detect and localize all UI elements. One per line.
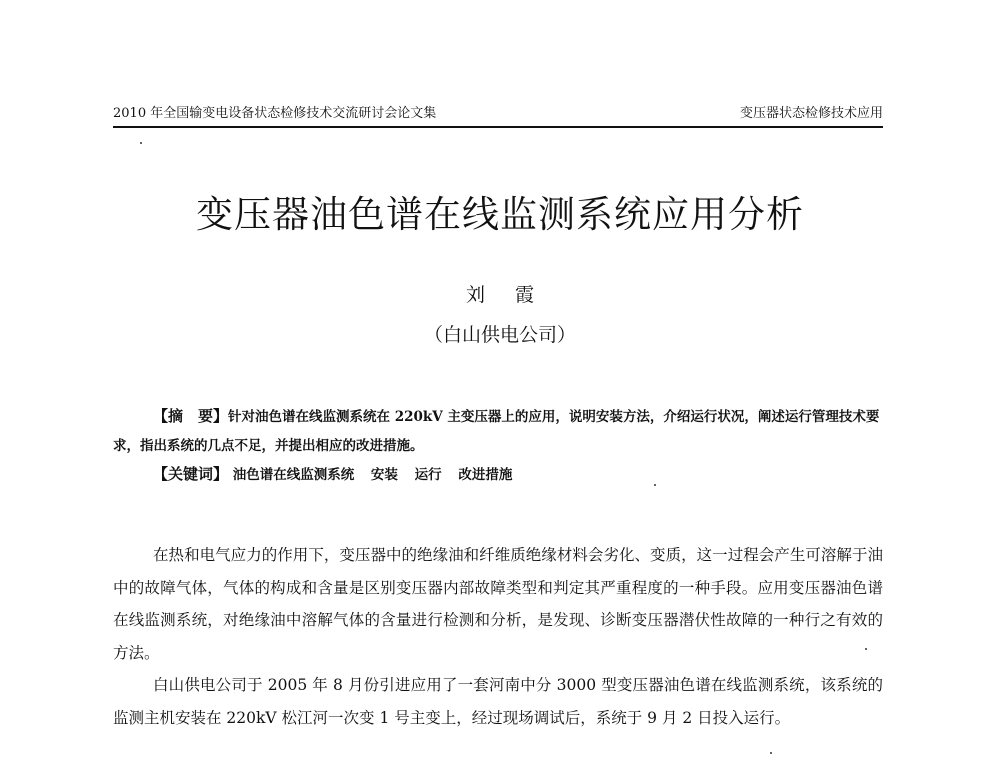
keywords-label: 【关键词】 bbox=[153, 465, 229, 483]
body-paragraph: 在热和电气应力的作用下，变压器中的绝缘油和纤维质绝缘材料会劣化、变质，这一过程会产生可溶解于油中的故障气体，气体的构成和含量是区别变压器内部故障类型和判定其严重程度的一种手段。应用变压器油色谱在线监测系统，对绝缘油中溶解气体的含量进行检测和分析，是发现、诊断变压器潜伏性故障的一种行之有效的方法。 bbox=[113, 546, 883, 662]
author-affiliation: （白山供电公司） bbox=[423, 324, 576, 346]
abstract-text: 针对油色谱在线监测系统在 220kV 主变压器上的应用，说明安装方法，介绍运行状况，阐述运行管理技术要求，指出系统的几点不足，并提出相应的改进措施。 bbox=[113, 409, 880, 454]
keyword-item: 油色谱在线监测系统 bbox=[232, 467, 355, 483]
header-proceedings-title: 2010 年全国输变电设备状态检修技术交流研讨会论文集 bbox=[113, 106, 437, 121]
scan-speck bbox=[770, 752, 772, 754]
body-paragraph: 白山供电公司于 2005 年 8 月份引进应用了一套河南中分 3000 型变压器油色谱在线监测系统，该系统的监测主机安装在 220kV 松江河一次变 1 号主变上，经过现场调试后，系统于 9 月 2 日投入运行。 bbox=[113, 676, 883, 727]
paper-title: 变压器油色谱在线监测系统应用分析 bbox=[196, 193, 804, 236]
abstract bbox=[113, 402, 883, 461]
abstract-label: 【摘 要】 bbox=[153, 407, 229, 425]
keyword-item: 改进措施 bbox=[458, 467, 513, 483]
keywords bbox=[153, 460, 883, 490]
running-header bbox=[113, 104, 883, 128]
scan-speck bbox=[140, 142, 142, 144]
keyword-item: 运行 bbox=[414, 467, 442, 483]
header-section-title: 变压器状态检修技术应用 bbox=[739, 106, 883, 121]
author-name: 刘 霞 bbox=[465, 284, 547, 306]
keyword-item: 安装 bbox=[370, 467, 398, 483]
